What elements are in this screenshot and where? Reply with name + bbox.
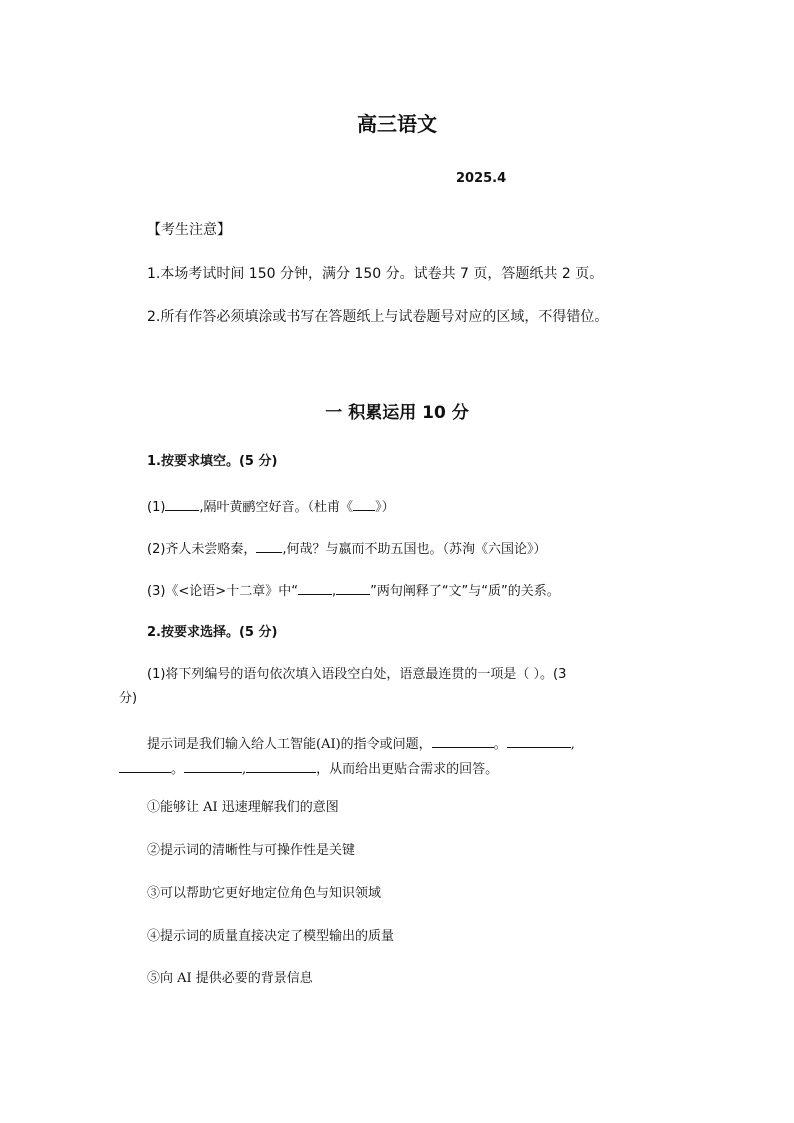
option-4: ④提示词的质量直接决定了模型输出的质量 <box>147 929 395 944</box>
notice-item-2: 2.所有作答必须填涂或书写在答题纸上与试卷题号对应的区域，不得错位。 <box>147 309 609 325</box>
passage-text-f: ，从而给出更贴合需求的回答。 <box>316 762 499 777</box>
notice-heading: 【考生注意】 <box>147 222 231 238</box>
passage-text-a: 提示词是我们输入给人工智能(AI)的指令或问题， <box>147 737 432 752</box>
question-2-heading: 2.按要求选择。(5 分) <box>147 625 278 640</box>
q1-p1-label: (1) <box>147 500 166 515</box>
q1-p3-blank-2[interactable] <box>336 580 370 595</box>
option-2: ②提示词的清晰性与可操作性是关键 <box>147 843 356 858</box>
question-1-heading: 1.按要求填空。(5 分) <box>147 454 278 469</box>
passage-line-1 <box>147 733 575 754</box>
exam-title: 高三语文 <box>357 112 437 136</box>
option-1: ①能够让 AI 迅速理解我们的意图 <box>147 800 339 815</box>
notice-item-1: 1.本场考试时间 150 分钟，满分 150 分。试卷共 7 页，答题纸共 2 页。 <box>147 266 604 282</box>
option-3: ③可以帮助它更好地定位角色与知识领域 <box>147 886 382 901</box>
section-heading: 一 积累运用 10 分 <box>325 403 469 423</box>
q1-p1-text: ,隔叶黄鹂空好音。（杜甫《 <box>199 500 354 515</box>
passage-blank-4[interactable] <box>184 758 242 773</box>
q1-p1-end: 》） <box>375 500 395 515</box>
passage-blank-5[interactable] <box>246 758 316 773</box>
q1-p1-blank-2[interactable] <box>353 496 375 511</box>
question-1-part-2 <box>147 538 547 559</box>
question-1-part-3 <box>147 580 560 601</box>
passage-text-d: 。 <box>171 762 185 777</box>
passage-text-e: , <box>242 762 247 777</box>
q1-p3-blank-1[interactable] <box>298 580 332 595</box>
passage-text-b: 。 <box>493 737 507 752</box>
q1-p1-blank-1[interactable] <box>165 496 199 511</box>
q1-p3-text: ”两句阐释了“文”与“质”的关系。 <box>370 584 560 599</box>
q1-p2-blank[interactable] <box>256 538 282 553</box>
q1-p3-comma: , <box>331 584 337 599</box>
passage-blank-2[interactable] <box>507 733 571 748</box>
q1-p2-text: ,何哉？与嬴而不助五国也。（苏洵《六国论》） <box>282 542 547 557</box>
q1-p3-label: (3)《<论语>十二章》中“ <box>147 584 298 599</box>
exam-date: 2025.4 <box>456 171 507 186</box>
question-2-stem-line-1: (1)将下列编号的语句依次填入语段空白处，语意最连贯的一项是（ ）。(3 <box>147 667 567 682</box>
question-1-part-1 <box>147 496 395 517</box>
passage-line-2 <box>119 758 498 779</box>
passage-blank-3[interactable] <box>119 758 171 773</box>
passage-blank-1[interactable] <box>432 733 494 748</box>
question-2-stem-line-2: 分) <box>119 691 138 706</box>
option-5: ⑤向 AI 提供必要的背景信息 <box>147 971 313 986</box>
q1-p2-label: (2)齐人未尝赂秦， <box>147 542 257 557</box>
passage-text-c: , <box>570 737 575 752</box>
